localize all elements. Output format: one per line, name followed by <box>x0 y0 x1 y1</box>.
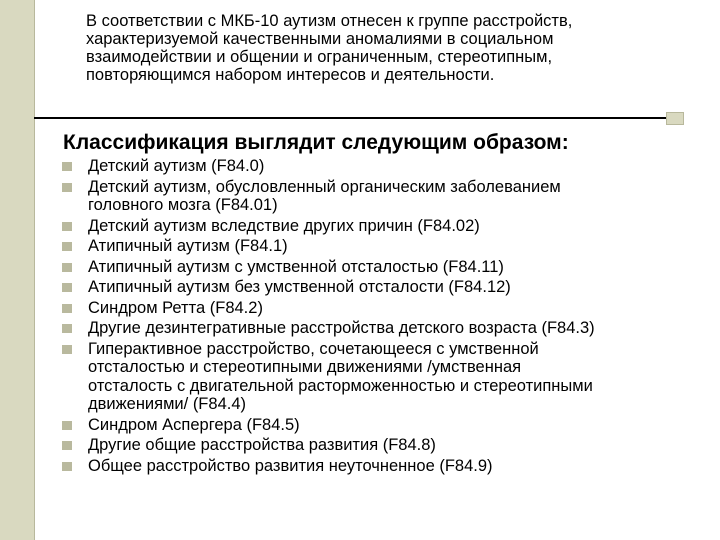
list-item-text: Общее расстройство развития неуточненное (F84.9) <box>88 456 493 475</box>
list-item-text: движениями/ (F84.4) <box>88 395 246 413</box>
sidebar-divider <box>34 0 35 540</box>
list-item-text: Атипичный аутизм без умственной отсталости (F84.12) <box>88 278 511 296</box>
list-item-text: Гиперактивное расстройство, сочетающееся с умственной <box>88 339 539 358</box>
list-item <box>60 258 710 277</box>
intro-paragraph <box>86 12 706 84</box>
list-item-text: Атипичный аутизм с умственной отсталостью (F84.11) <box>88 257 504 276</box>
list-item-text: отсталостью и стереотипными движениями /умственная <box>88 358 522 376</box>
square-bullet-icon <box>62 162 72 171</box>
square-bullet-icon <box>62 283 72 292</box>
list-item-text: Детский аутизм, обусловленный органическим заболеванием <box>88 177 561 196</box>
list-item-text: Другие общие расстройства развития (F84.8) <box>88 436 436 454</box>
list-item-text: Другие дезинтегративные расстройства детского возраста (F84.3) <box>88 319 595 337</box>
left-sidebar-band <box>0 0 34 540</box>
intro-line: В соответствии с МКБ-10 аутизм отнесен к группе расстройств, <box>86 12 573 30</box>
list-item <box>60 278 710 297</box>
classification-heading: Классификация выглядит следующим образом: <box>63 131 569 154</box>
list-item <box>60 237 710 256</box>
intro-line: взаимодействии и общении и ограниченным, стереотипным, <box>86 48 553 66</box>
square-bullet-icon <box>62 462 72 471</box>
square-bullet-icon <box>62 441 72 450</box>
square-bullet-icon <box>62 222 72 231</box>
list-item <box>60 457 710 476</box>
list-item <box>60 436 710 455</box>
rule-end-box <box>666 112 684 125</box>
list-item <box>60 319 710 338</box>
square-bullet-icon <box>62 324 72 333</box>
list-item <box>60 157 710 176</box>
intro-line: характеризуемой качественными аномалиями в социальном <box>86 30 554 48</box>
list-item-text: отсталость с двигательной расторможенностью и стереотипными <box>88 376 593 395</box>
list-item <box>60 340 710 414</box>
horizontal-rule <box>34 117 684 119</box>
list-item <box>60 178 710 215</box>
list-item-text: головного мозга (F84.01) <box>88 196 278 214</box>
square-bullet-icon <box>62 242 72 251</box>
list-item-text: Детский аутизм вследствие других причин (F84.02) <box>88 216 480 235</box>
square-bullet-icon <box>62 304 72 313</box>
intro-line: повторяющимся набором интересов и деятельности. <box>86 66 495 84</box>
list-item-text: Атипичный аутизм (F84.1) <box>88 237 288 255</box>
square-bullet-icon <box>62 263 72 272</box>
list-item <box>60 416 710 435</box>
square-bullet-icon <box>62 345 72 354</box>
square-bullet-icon <box>62 183 72 192</box>
list-item <box>60 217 710 236</box>
classification-list <box>60 157 710 477</box>
list-item-text: Синдром Аспергера (F84.5) <box>88 415 300 434</box>
list-item-text: Детский аутизм (F84.0) <box>88 157 265 175</box>
list-item <box>60 299 710 318</box>
square-bullet-icon <box>62 421 72 430</box>
list-item-text: Синдром Ретта (F84.2) <box>88 298 263 317</box>
